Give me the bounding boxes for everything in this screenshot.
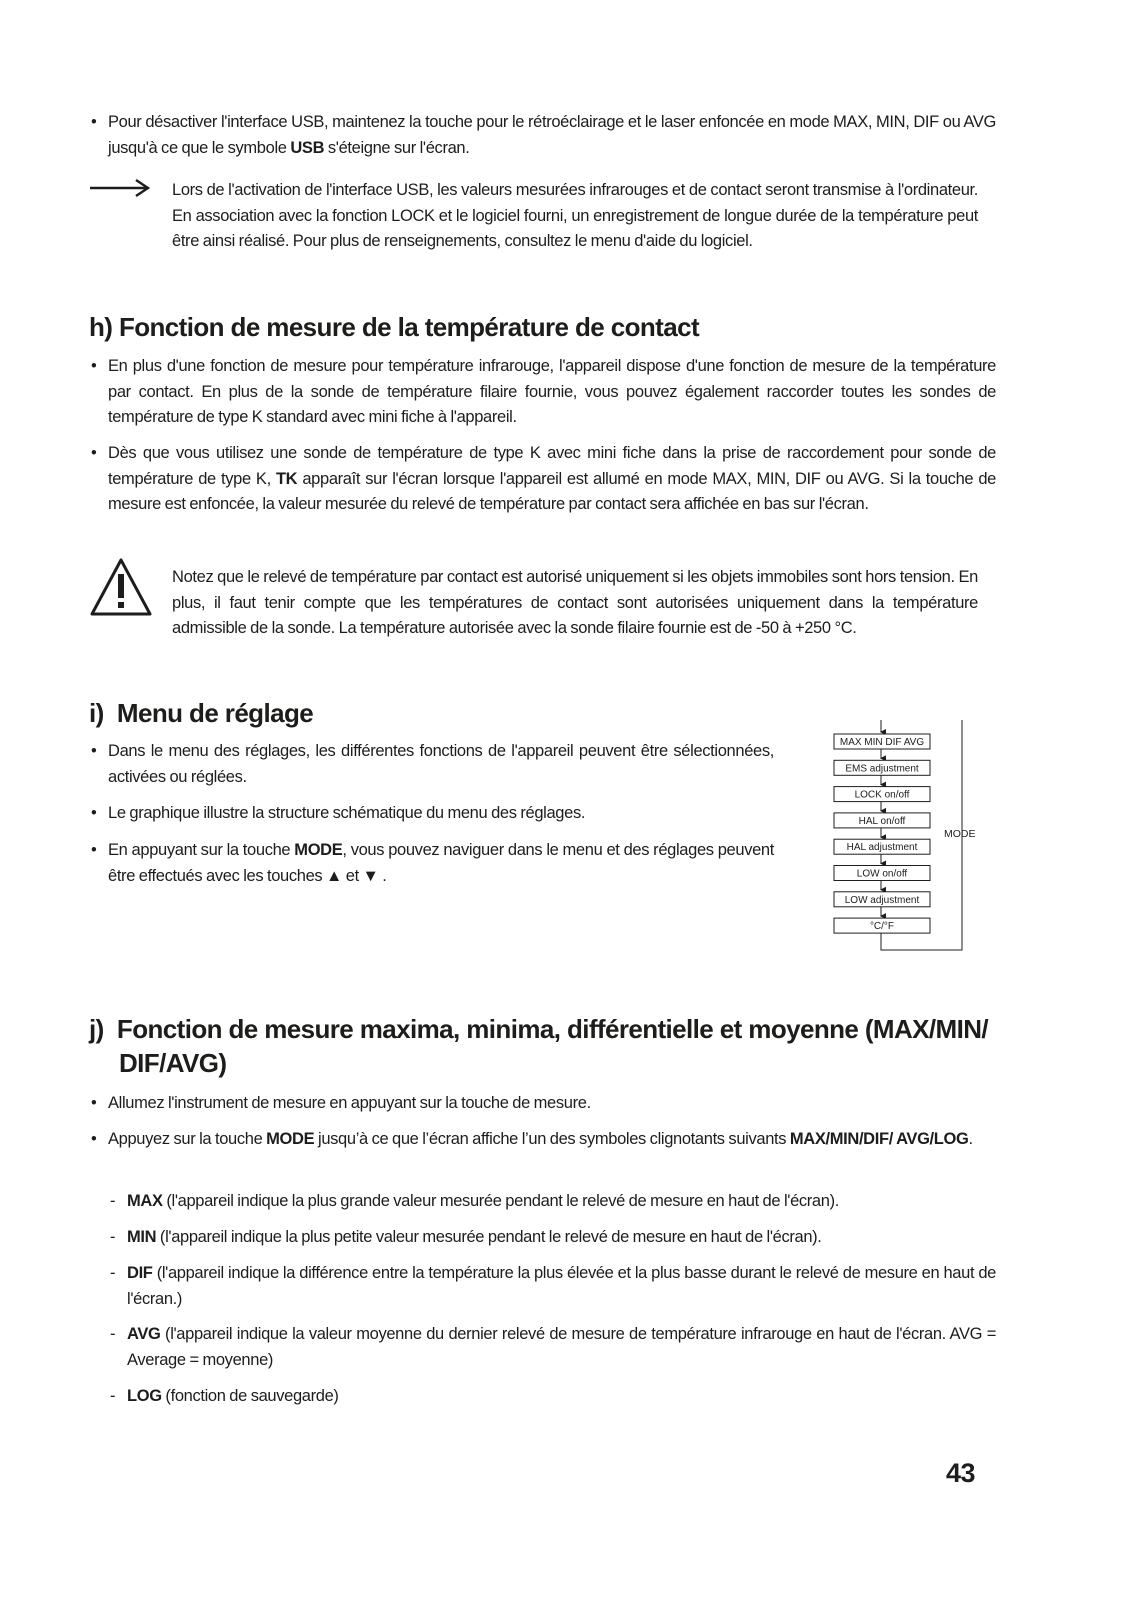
- menu-structure-diagram: [826, 720, 996, 965]
- section-j-heading-line-2: DIF/AVG): [119, 1048, 227, 1078]
- section-j-bullet-2: • Appuyez sur la touche MODE jusqu’à ce que l’écran affiche l’un des symboles clignotants suivants MAX/MIN/DIF/ AVG/LOG.: [90, 1127, 996, 1153]
- section-j-bullet-1: • Allumez l'instrument de mesure en appuyant sur la touche de mesure.: [90, 1091, 996, 1117]
- dif-mode-item: - DIF (l'appareil indique la différence entre la température la plus élevée et la plus basse durant le relevé de mesure en haut de l'écran.): [109, 1261, 996, 1312]
- max-mode-item: - MAX (l'appareil indique la plus grande valeur mesurée pendant le relevé de mesure en haut de l'écran).: [109, 1189, 996, 1215]
- section-i-bullet-1: • Dans le menu des réglages, les différentes fonctions de l'appareil peuvent être sélectionnées, activées ou réglées.: [90, 739, 774, 790]
- contact-temp-warning: Notez que le relevé de température par contact est autorisé uniquement si les objets immobiles sont hors tension. En plus, il faut tenir compte que les températures de contact sont autorisées uniquement dans la température admissible de la sonde. La température autorisée avec la sonde filaire fournie est de -50 à +250 °C.: [172, 568, 978, 637]
- menu-box-label: °C/°F: [869, 921, 895, 933]
- menu-box-label: MAX MIN DIF AVG: [839, 737, 925, 748]
- section-i-bullet-2: • Le graphique illustre la structure schématique du menu des réglages.: [90, 801, 774, 827]
- menu-box-label: HAL on/off: [858, 815, 906, 827]
- usb-deactivate-bullet: • Pour désactiver l'interface USB, maintenez la touche pour le rétroéclairage et le laser enfoncée en mode MAX, MIN, DIF ou AVG jusqu'à ce que le symbole USB s'éteigne sur l'écran.: [90, 110, 996, 161]
- section-h-bullet-1: • En plus d'une fonction de mesure pour température infrarouge, l'appareil dispose d'une fonction de mesure de la température par contact. En plus de la sonde de température filaire fournie, vous pouvez également raccorder toutes les sondes de température de type K standard avec mini fiche à l'appareil.: [90, 354, 996, 431]
- section-j-heading-line-1: j) Fonction de mesure maxima, minima, différentielle et moyenne (MAX/MIN/: [89, 1014, 989, 1044]
- avg-mode-item: - AVG (l'appareil indique la valeur moyenne du dernier relevé de mesure de température infrarouge en haut de l'écran. AVG = Average = moyenne): [109, 1322, 996, 1373]
- log-mode-item: - LOG (fonction de sauvegarde): [109, 1384, 996, 1410]
- section-h-heading: h) Fonction de mesure de la température de contact: [89, 312, 700, 342]
- section-i-heading: i) Menu de réglage: [89, 698, 314, 728]
- menu-box-label: HAL adjustment: [846, 842, 918, 854]
- mode-loop-label: MODE: [944, 828, 976, 840]
- usb-info-note: Lors de l'activation de l'interface USB, les valeurs mesurées infrarouges et de contact seront transmise à l'ordinateur. En association avec la fonction LOCK et le logiciel fourni, un enregistrement de longue durée de la température peut être ainsi réalisé. Pour plus de renseignements, consultez le menu d'aide du logiciel.: [172, 181, 978, 250]
- menu-box-label: LOW adjustment: [844, 894, 920, 906]
- section-h-bullet-2: • Dès que vous utilisez une sonde de température de type K avec mini fiche dans la prise de raccordement pour sonde de température de type K, TK apparaît sur l'écran lorsque l'appareil est allumé en mode MAX, MIN, DIF ou AVG. Si la touche de mesure est enfoncée, la valeur mesurée du relevé de température par contact sera affichée en bas sur l'écran.: [90, 441, 996, 518]
- arrow-right-icon: [89, 178, 151, 198]
- min-mode-item: - MIN (l'appareil indique la plus petite valeur mesurée pendant le relevé de mesure en haut de l'écran).: [109, 1225, 996, 1251]
- page-number: 43: [946, 1458, 976, 1488]
- menu-box-label: LOCK on/off: [854, 789, 910, 801]
- menu-box-label: LOW on/off: [856, 868, 908, 880]
- menu-box-label: EMS adjustment: [845, 763, 919, 775]
- section-i-bullet-3: • En appuyant sur la touche MODE, vous pouvez naviguer dans le menu et des réglages peuvent être effectués avec les touches ▲ et ▼ .: [90, 838, 774, 889]
- warning-triangle-icon: [88, 556, 154, 618]
